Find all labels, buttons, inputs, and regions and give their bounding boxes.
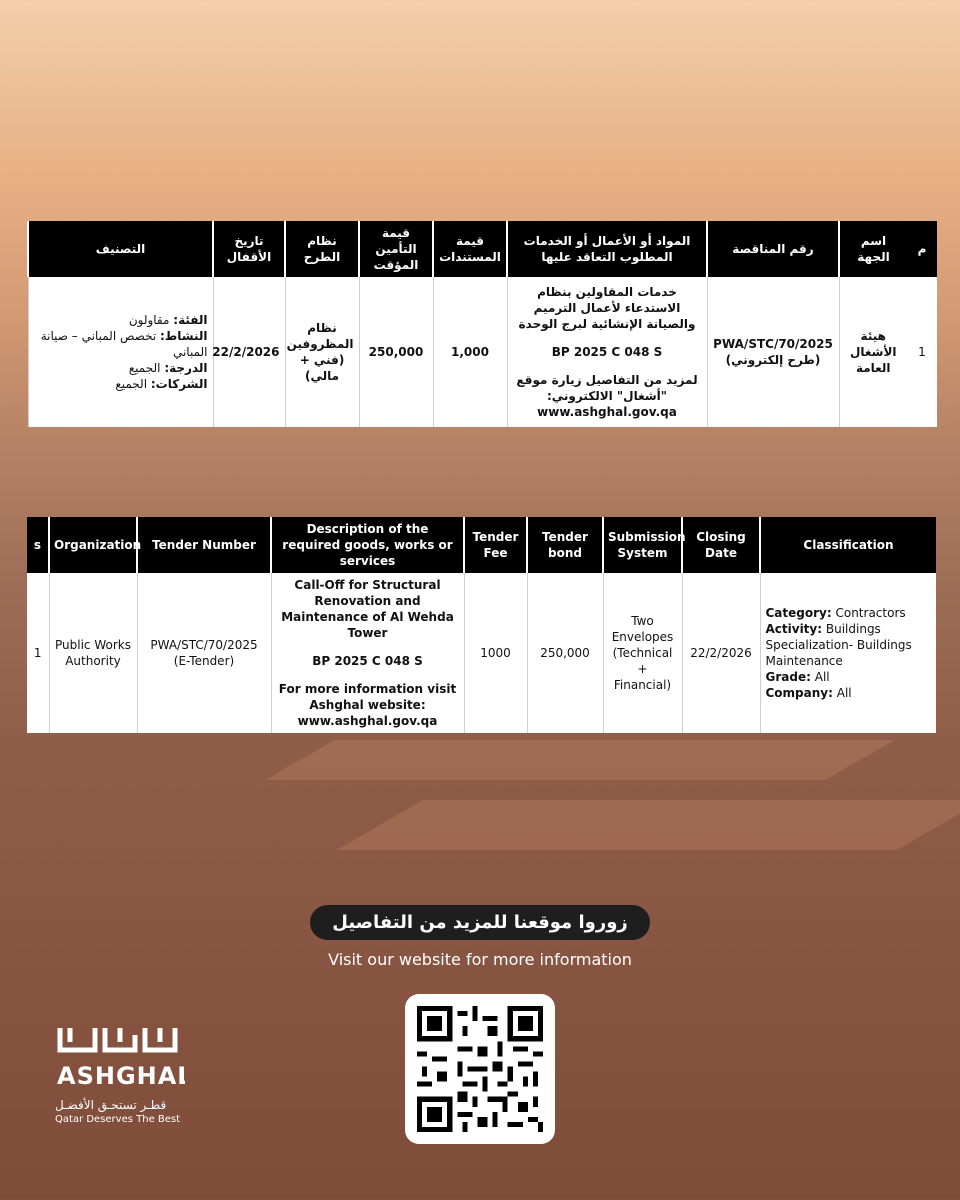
- ar-class-comp-label: الشركات:: [150, 377, 208, 391]
- ar-header-description: المواد أو الأعمال أو الخدمات المطلوب التعاقد عليها: [507, 221, 707, 277]
- en-desc-code: BP 2025 C 048 S: [312, 654, 423, 668]
- en-header-org: Organization: [49, 517, 137, 573]
- ar-header-system: نظام الطرح: [285, 221, 359, 277]
- ar-cell-tender-number: [707, 277, 839, 427]
- en-class-grade-label: Grade:: [765, 670, 811, 684]
- en-desc-more: For more information visit Ashghal website:: [278, 682, 457, 712]
- qr-code-icon: [417, 1006, 543, 1132]
- ar-header-bond: قيمة التأمين المؤقت: [359, 221, 433, 277]
- en-cell-description: [271, 573, 464, 733]
- en-cell-num: 1: [27, 573, 49, 733]
- ar-class-cat-label: الفئة:: [173, 313, 208, 327]
- ar-header-org: اسم الجهة: [839, 221, 907, 277]
- ar-cell-system: نظام المظروفين (فني + مالي): [285, 277, 359, 427]
- arabic-tender-table: [27, 221, 937, 427]
- en-class-grade: All: [814, 670, 830, 684]
- table-row: [28, 277, 937, 427]
- en-class-cat-label: Category:: [765, 606, 832, 620]
- ar-cell-description: [507, 277, 707, 427]
- en-cell-org: Public Works Authority: [49, 573, 137, 733]
- ashghal-logo: [55, 1020, 195, 1125]
- en-header-closing: Closing Date: [682, 517, 760, 573]
- en-header-system: Submission System: [603, 517, 682, 573]
- ar-cell-org: هيئة الأشغال العامة: [839, 277, 907, 427]
- bg-stripe: [337, 800, 960, 850]
- tagline-english: Qatar Deserves The Best: [55, 1114, 181, 1125]
- logo-wordmark: ASHGHAL: [57, 1062, 185, 1090]
- bg-stripe: [265, 740, 894, 780]
- ar-cell-doc-fee: 1,000: [433, 277, 507, 427]
- en-cell-system: Two Envelopes (Technical + Financial): [603, 573, 682, 733]
- ar-desc-more: لمزيد من التفاصيل زيارة موقع "أشغال" الالكتروني:: [516, 373, 698, 403]
- ar-class-act: تخصص المباني – صيانة المباني: [40, 329, 208, 359]
- en-cell-fee: 1000: [464, 573, 527, 733]
- en-header-description: Description of the required goods, works or services: [271, 517, 464, 573]
- ar-class-comp: الجميع: [115, 377, 148, 391]
- cta-arabic-pill[interactable]: زوروا موقعنا للمزيد من التفاصيل: [310, 905, 650, 940]
- en-header-fee: Tender Fee: [464, 517, 527, 573]
- ar-class-cat: مقاولون: [128, 313, 170, 327]
- en-cell-closing: 22/2/2026: [682, 573, 760, 733]
- en-cell-classification: [760, 573, 936, 733]
- ar-class-act-label: النشاط:: [160, 329, 208, 343]
- arabic-header-row: [28, 221, 937, 277]
- en-desc-text: Call-Off for Structural Renovation and Maintenance of Al Wehda Tower: [281, 578, 454, 640]
- ar-tender-type: (طرح إلكتروني): [725, 353, 821, 367]
- en-class-cat: Contractors: [835, 606, 906, 620]
- ar-cell-classification: [28, 277, 213, 427]
- en-header-bond: Tender bond: [527, 517, 603, 573]
- cta-english-text: Visit our website for more information: [328, 950, 632, 969]
- en-class-act-label: Activity:: [765, 622, 823, 636]
- ar-tender-number: PWA/STC/70/2025: [713, 337, 833, 351]
- ar-header-tender-number: رقم المناقصة: [707, 221, 839, 277]
- ar-header-closing: تاريخ الأقفال: [213, 221, 285, 277]
- en-tender-number: PWA/STC/70/2025: [150, 638, 258, 652]
- ar-cell-bond: 250,000: [359, 277, 433, 427]
- ar-header-num: م: [907, 221, 937, 277]
- ashghal-logo-icon: [55, 1020, 185, 1090]
- ar-header-doc-fee: قيمة المستندات: [433, 221, 507, 277]
- ar-cell-num: 1: [907, 277, 937, 427]
- ar-desc-code: BP 2025 C 048 S: [551, 345, 663, 359]
- en-header-classification: Classification: [760, 517, 936, 573]
- en-class-comp-label: Company:: [765, 686, 833, 700]
- ar-desc-url[interactable]: www.ashghal.gov.qa: [537, 405, 677, 419]
- ar-class-grade-label: الدرجة:: [164, 361, 208, 375]
- english-tender-table: [27, 517, 936, 733]
- en-class-comp: All: [836, 686, 852, 700]
- tagline-arabic: قطـر تستحـق الأفضـل: [55, 1098, 167, 1112]
- qr-code-card[interactable]: [405, 994, 555, 1144]
- en-header-num: s: [27, 517, 49, 573]
- en-cell-bond: 250,000: [527, 573, 603, 733]
- ar-desc-text: خدمات المقاولين بنظام الاستدعاء لأعمال الترميم والصيانة الإنشائية لبرج الوحدة: [518, 285, 696, 331]
- en-tender-type: (E-Tender): [173, 654, 235, 668]
- en-header-tender-number: Tender Number: [137, 517, 271, 573]
- english-header-row: [27, 517, 936, 573]
- ar-class-grade: الجميع: [128, 361, 161, 375]
- en-desc-url[interactable]: www.ashghal.gov.qa: [297, 714, 438, 728]
- en-cell-tender-number: [137, 573, 271, 733]
- table-row: [27, 573, 936, 733]
- en-class-act: Buildings Specialization- Buildings Maintenance: [765, 622, 912, 668]
- ar-header-classification: التصنيف: [28, 221, 213, 277]
- ar-cell-closing: 22/2/2026: [213, 277, 285, 427]
